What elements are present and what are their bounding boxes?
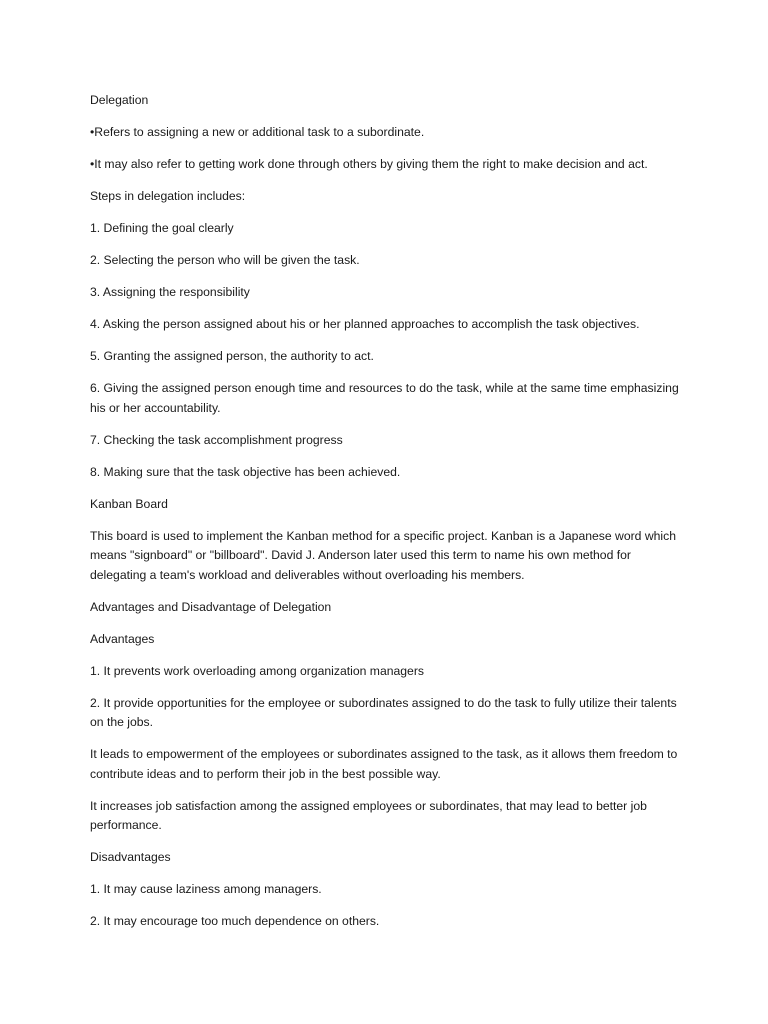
list-item: 1. Defining the goal clearly [90, 221, 234, 235]
list-item: 5. Granting the assigned person, the authority to act. [90, 349, 374, 363]
list-item: 1. It may cause laziness among managers. [90, 882, 322, 896]
list-item: 2. Selecting the person who will be given the task. [90, 253, 360, 267]
kanban-paragraph: This board is used to implement the Kanban method for a specific project. Kanban is a Japanese word which means "signboard" or "billboard". David J. Anderson later used this term to name his own method for delegating a team's workload and deliverables without overloading his members. [90, 528, 677, 582]
steps-heading: Steps in delegation includes: [90, 189, 246, 203]
list-item: 3. Assigning the responsibility [90, 285, 250, 299]
section-heading-kanban: Kanban Board [90, 496, 168, 511]
bullet-item: •Refers to assigning a new or additional task to a subordinate. [90, 125, 425, 139]
list-item: 6. Giving the assigned person enough time and resources to do the task, while at the same time emphasizing his or her accountability. [90, 381, 679, 415]
advantage-paragraph: It leads to empowerment of the employees or subordinates assigned to the task, as it allows them freedom to contribute ideas and to perform their job in the best possible way. [90, 747, 678, 781]
list-item: 2. It provide opportunities for the employee or subordinates assigned to do the task to fully utilize their talents on the jobs. [90, 695, 677, 729]
list-item: 4. Asking the person assigned about his or her planned approaches to accomplish the task objectives. [90, 317, 640, 331]
list-item: 7. Checking the task accomplishment progress [90, 432, 343, 447]
subheading-advantages: Advantages [90, 631, 155, 646]
advantage-paragraph: It increases job satisfaction among the assigned employees or subordinates, that may lead to better job performance. [90, 798, 647, 832]
section-heading-delegation: Delegation [90, 93, 149, 107]
section-heading-advantages-disadvantage: Advantages and Disadvantage of Delegation [90, 599, 332, 614]
document-body [90, 91, 690, 944]
list-item: 2. It may encourage too much dependence on others. [90, 914, 380, 928]
list-item: 1. It prevents work overloading among organization managers [90, 663, 424, 678]
bullet-item: •It may also refer to getting work done through others by giving them the right to make decision and act. [90, 157, 648, 171]
list-item: 8. Making sure that the task objective has been achieved. [90, 464, 401, 479]
subheading-disadvantages: Disadvantages [90, 850, 171, 864]
